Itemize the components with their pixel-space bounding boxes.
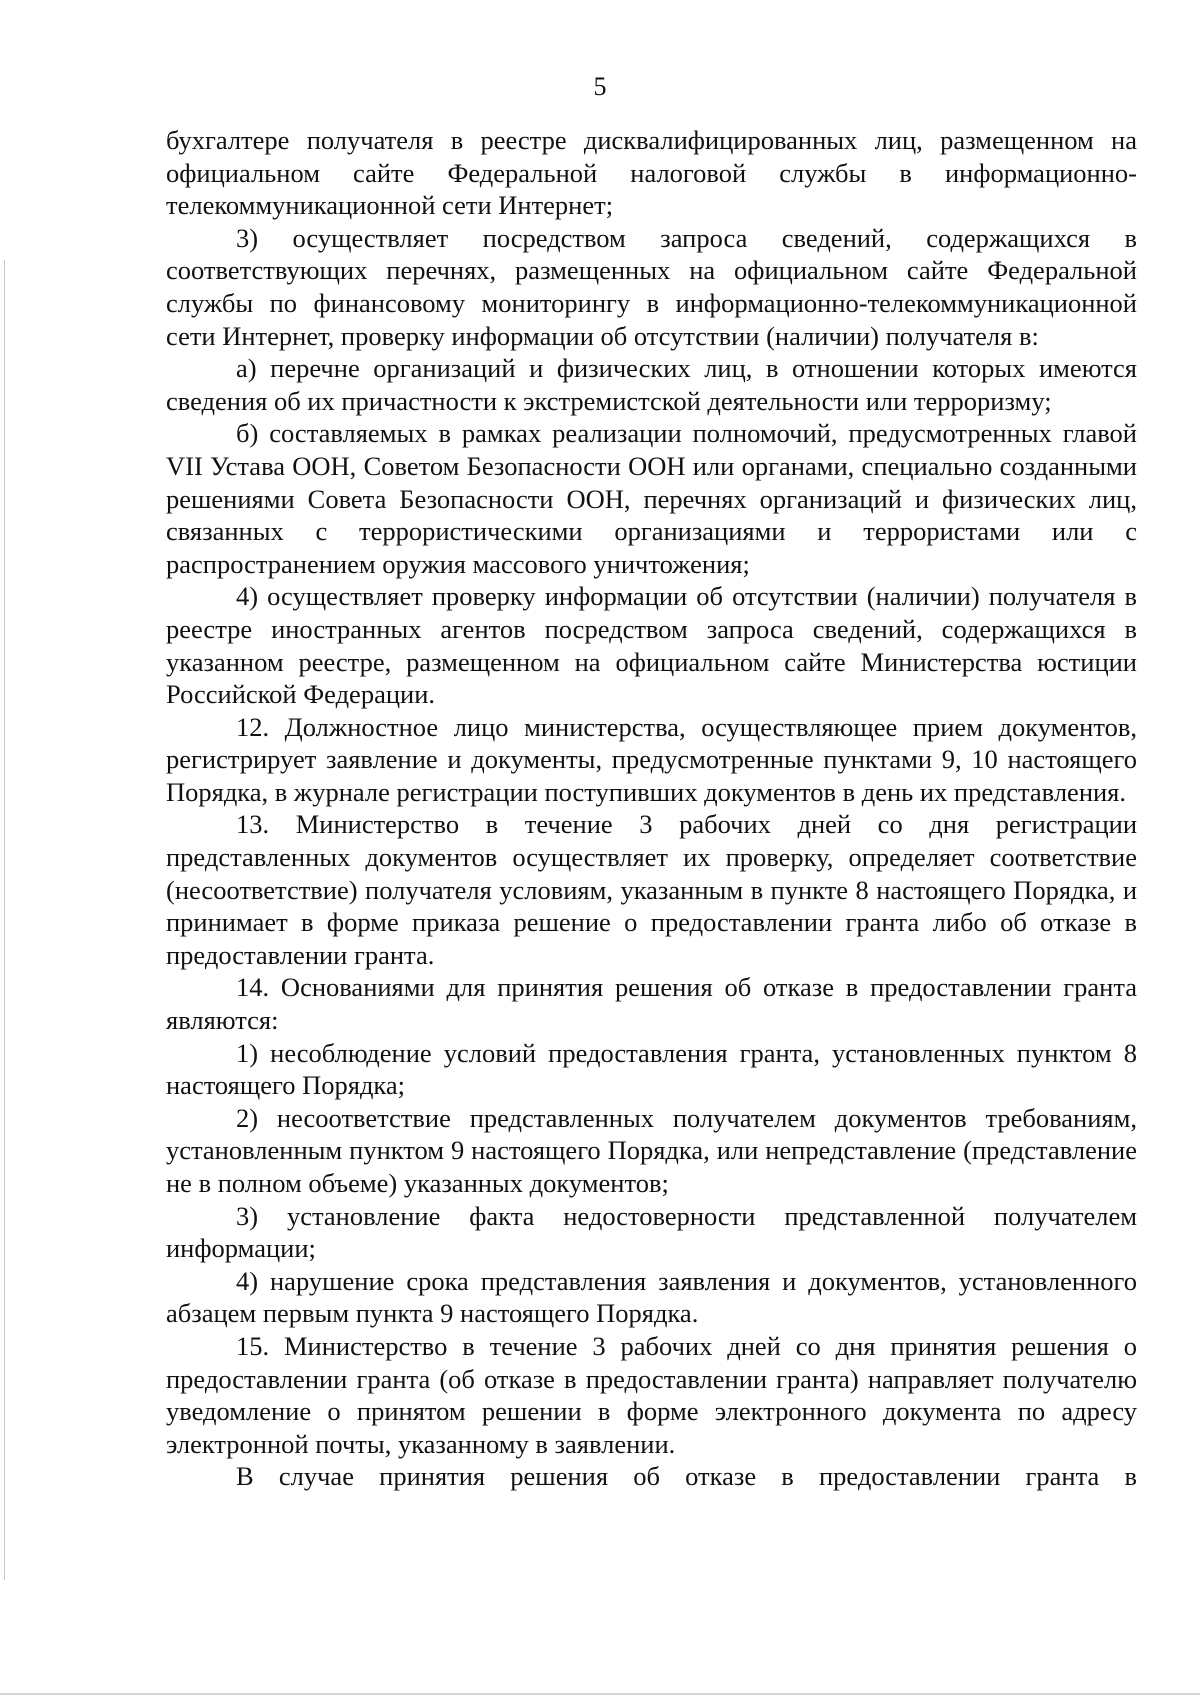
paragraph-clause-15: 15. Министерство в течение 3 рабочих дней со дня принятия решения о предоставлении гранта (об отказе в предоставлении гранта) направляет получателю уведомление о принятом решении в форме электронного документа по адресу электронной почты, указанному в заявлении. — [166, 1330, 1137, 1459]
paragraph-ground-2: 2) несоответствие представленных получателем документов требованиям, установленным пунктом 9 настоящего Порядка, или непредставление (представление не в полном объеме) указанных документов; — [166, 1102, 1137, 1198]
page-number: 5 — [593, 72, 607, 101]
paragraph-clause-14: 14. Основаниями для принятия решения об отказе в предоставлении гранта являются: — [166, 972, 1137, 1036]
paragraph-final-continues: В случае принятия решения об отказе в предоставлении гранта в — [236, 1461, 1137, 1492]
paragraph-ground-1: 1) несоблюдение условий предоставления гранта, установленных пунктом 8 настоящего Порядка; — [166, 1037, 1137, 1101]
scan-bottom-edge — [0, 1693, 1200, 1695]
scan-edge-line — [4, 260, 5, 1580]
document-body — [166, 124, 1137, 1493]
paragraph-subitem-b: б) составляемых в рамках реализации полномочий, предусмотренных главой VII Устава ООН, Советом Безопасности ООН или органами, специально созданными решениями Совета Безопасности ООН, перечнях организаций и физических лиц, связанных с террористическими организациями и террористами или с распространением оружия массового уничтожения; — [166, 418, 1137, 579]
paragraph-item-3: 3) осуществляет посредством запроса сведений, содержащихся в соответствующих перечнях, размещенных на официальном сайте Федеральной службы по финансовому мониторингу в информационно-телекоммуникационной сети Интернет, проверку информации об отсутствии (наличии) получателя в: — [166, 222, 1137, 351]
paragraph-ground-3: 3) установление факта недостоверности представленной получателем информации; — [166, 1200, 1137, 1264]
paragraph-clause-12: 12. Должностное лицо министерства, осуществляющее прием документов, регистрирует заявление и документы, предусмотренные пунктами 9, 10 настоящего Порядка, в журнале регистрации поступивших документов в день их представления. — [166, 711, 1137, 807]
paragraph-clause-13: 13. Министерство в течение 3 рабочих дней со дня регистрации представленных документов осуществляет их проверку, определяет соответствие (несоответствие) получателя условиям, указанным в пункте 8 настоящего Порядка, и принимает в форме приказа решение о предоставлении гранта либо об отказе в предоставлении гранта. — [166, 809, 1137, 970]
paragraph-item-4: 4) осуществляет проверку информации об отсутствии (наличии) получателя в реестре иностранных агентов посредством запроса сведений, содержащихся в указанном реестре, размещенном на официальном сайте Министерства юстиции Российской Федерации. — [166, 581, 1137, 710]
paragraph-continuation: бухгалтере получателя в реестре дисквалифицированных лиц, размещенном на официальном сайте Федеральной налоговой службы в информационно-телекоммуникационной сети Интернет; — [166, 125, 1137, 221]
paragraph-subitem-a: а) перечне организаций и физических лиц, в отношении которых имеются сведения об их причастности к экстремистской деятельности или терроризму; — [166, 353, 1137, 416]
paragraph-ground-4: 4) нарушение срока представления заявления и документов, установленного абзацем первым пункта 9 настоящего Порядка. — [166, 1265, 1137, 1329]
